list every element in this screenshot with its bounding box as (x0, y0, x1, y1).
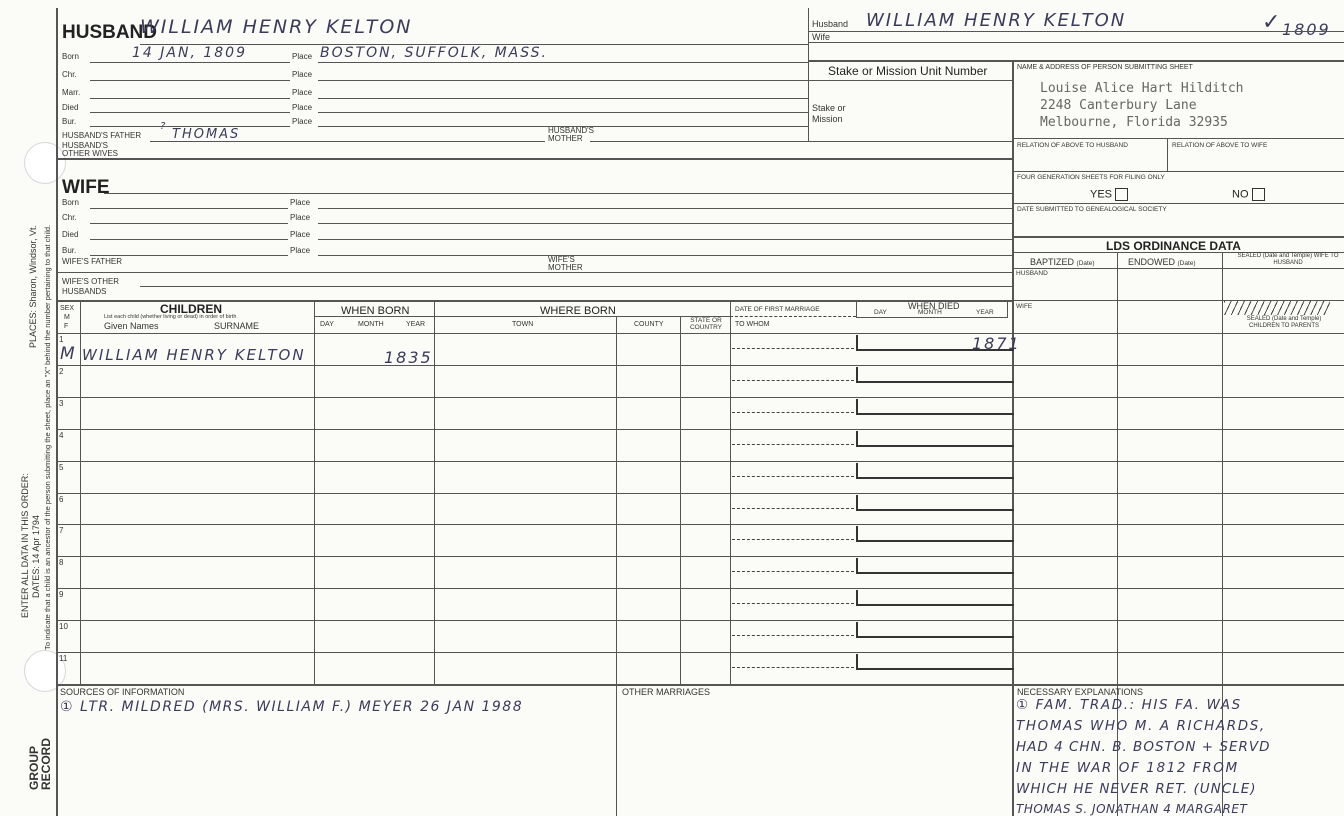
rp-check-mark: ✓ (1262, 10, 1281, 35)
husband-bur-place-label: Place (292, 117, 313, 126)
record-label: RECORD (39, 737, 53, 790)
lds-title: LDS ORDINANCE DATA (1106, 239, 1241, 253)
col-town-label: TOWN (512, 321, 534, 328)
sources-label: SOURCES OF INFORMATION (60, 687, 185, 697)
wife-heading: WIFE (62, 177, 110, 198)
husband-born-place-label: Place (292, 52, 313, 61)
col-state-label: STATE OR COUNTRY (689, 317, 723, 331)
wife-other-husbands-label: WIFE'S OTHER HUSBANDS (62, 277, 120, 296)
child-row-number: 5 (59, 462, 64, 472)
col-died-month-label: MONTH (918, 309, 942, 316)
child-row-number: 7 (59, 526, 64, 536)
child-marriage-date-line (732, 444, 854, 445)
husband-heading: HUSBAND (62, 22, 157, 43)
child-row-line (56, 365, 1012, 366)
rp-year-note: 1809 (1282, 20, 1331, 39)
husband-marr-label: Marr. (62, 88, 81, 97)
wife-born-label: Born (62, 198, 79, 207)
rp-submitter-line-1: Louise Alice Hart Hilditch (1040, 81, 1244, 96)
wife-died-label: Died (62, 230, 79, 239)
children-title: CHILDREN (160, 302, 222, 316)
child-died-bracket (856, 463, 1014, 479)
lds-row-line (1012, 493, 1344, 494)
child-marriage-date-line (732, 348, 854, 349)
child-marriage-date-line (732, 508, 854, 509)
wife-bur-label: Bur. (62, 246, 77, 255)
child-row-line (56, 397, 1012, 398)
rp-husband-name[interactable]: WILLIAM HENRY KELTON (866, 10, 1127, 31)
margin-enter-order-note: ENTER ALL DATA IN THIS ORDER: (20, 473, 30, 618)
child-marriage-date-line (732, 412, 854, 413)
margin-places-note: PLACES: Sharon, Windsor, Vt. (28, 224, 38, 348)
husband-chr-label: Chr. (62, 70, 77, 79)
explanation-line-5[interactable]: WHICH HE NEVER RET. (UNCLE) (1016, 781, 1257, 797)
child-row-number: 1 (59, 335, 64, 344)
wife-born-place-label: Place (290, 198, 311, 207)
lds-row-line (1012, 588, 1344, 589)
col-county-label: COUNTY (634, 321, 664, 328)
child-marriage-date-line (732, 476, 854, 477)
col-surname-label: SURNAME (214, 321, 260, 331)
lds-row-line (1012, 461, 1344, 462)
husband-died-label: Died (62, 103, 79, 112)
husband-chr-place-label: Place (292, 70, 313, 79)
wife-father-label: WIFE'S FATHER (62, 257, 123, 266)
col-born-year-label: YEAR (406, 321, 426, 328)
lds-row-line (1012, 397, 1344, 398)
rp-submitter-label: NAME & ADDRESS OF PERSON SUBMITTING SHEET (1017, 64, 1193, 71)
lds-children-header-line (1012, 333, 1344, 334)
child-died-bracket (856, 431, 1014, 447)
lds-baptized-label: BAPTIZED (Date) (1030, 257, 1095, 267)
child-1-sex[interactable]: M (60, 344, 77, 364)
husband-marr-place-label: Place (292, 88, 313, 97)
child-row-number: 6 (59, 494, 64, 504)
rp-submitter-line-3: Melbourne, Florida 32935 (1040, 115, 1228, 130)
yes-checkbox[interactable] (1115, 188, 1128, 201)
wife-bur-place-label: Place (290, 246, 311, 255)
col-died-day-label: DAY (874, 309, 887, 316)
child-row-line (56, 620, 1012, 621)
group-label: GROUP (27, 745, 41, 790)
child-row-line (56, 429, 1012, 430)
rp-yes-option[interactable] (1090, 188, 1128, 201)
explanation-line-3[interactable]: HAD 4 CHN. B. BOSTON + SERVD (1016, 739, 1271, 755)
child-marriage-date-line (732, 539, 854, 540)
child-1-born-year[interactable]: 1835 (384, 348, 433, 367)
child-died-bracket (856, 399, 1014, 415)
lds-endowed-label: ENDOWED (Date) (1128, 257, 1196, 267)
child-1-died-year[interactable]: 1871 (972, 334, 1021, 353)
child-row-number: 11 (59, 654, 68, 663)
rp-relation-wife-label: RELATION OF ABOVE TO WIFE (1172, 142, 1268, 149)
rp-four-gen-label: FOUR GENERATION SHEETS FOR FILING ONLY (1017, 174, 1165, 181)
child-row-number: 8 (59, 558, 64, 568)
explanation-line-4[interactable]: IN THE WAR OF 1812 FROM (1016, 760, 1239, 776)
lds-husband-label: HUSBAND (1016, 270, 1048, 277)
group-record-title (28, 738, 52, 790)
other-marriages-label: OTHER MARRIAGES (622, 687, 711, 697)
col-f-label: F (64, 323, 69, 330)
rp-yes-label: YES (1090, 188, 1113, 201)
child-marriage-date-line (732, 603, 854, 604)
lds-row-line (1012, 556, 1344, 557)
husband-father-name[interactable]: THOMAS (172, 127, 241, 142)
child-died-bracket (856, 622, 1014, 638)
husband-mother-label: HUSBAND'S MOTHER (548, 126, 594, 143)
child-row-line (56, 652, 1012, 653)
col-born-day-label: DAY (320, 321, 334, 328)
col-when-died-label: WHEN DIED (908, 301, 960, 311)
rp-submitter-line-2: 2248 Canterbury Lane (1040, 98, 1197, 113)
child-row-line (56, 588, 1012, 589)
rp-date-submitted-label: DATE SUBMITTED TO GENEALOGICAL SOCIETY (1017, 206, 1167, 213)
husband-born-date[interactable]: 14 JAN, 1809 (132, 45, 247, 61)
col-m-label: M (64, 314, 70, 321)
child-row-line (56, 461, 1012, 462)
child-died-bracket (856, 526, 1014, 542)
husband-name[interactable]: WILLIAM HENRY KELTON (140, 16, 413, 38)
child-marriage-date-line (732, 667, 854, 668)
child-marriage-date-line (732, 635, 854, 636)
lds-row-line (1012, 429, 1344, 430)
wife-chr-place-label: Place (290, 213, 311, 222)
child-row-line (56, 493, 1012, 494)
child-row-line (56, 556, 1012, 557)
child-row-number: 10 (59, 622, 68, 632)
children-subtitle: List each child (whether living or dead) in order of birth (104, 314, 237, 320)
husband-right-divider (808, 8, 809, 142)
col-where-born-label: WHERE BORN (540, 305, 616, 317)
rp-husband-label: Husband (812, 19, 849, 29)
rp-no-label: NO (1232, 188, 1249, 201)
child-died-bracket (856, 367, 1014, 383)
col-died-year-label: YEAR (976, 309, 994, 316)
lds-sealed-hatch (1224, 301, 1330, 315)
child-row-number: 3 (59, 398, 64, 408)
rp-stake-label: Stake or Mission (812, 103, 846, 124)
child-row-line (56, 524, 1012, 525)
rp-no-option[interactable] (1232, 188, 1265, 201)
husband-other-wives-label: HUSBAND'S OTHER WIVES (62, 141, 119, 158)
col-born-month-label: MONTH (358, 321, 384, 328)
lds-sealed-wife-label: SEALED (Date and Temple) WIFE TO HUSBAND (1237, 253, 1339, 266)
child-died-bracket (856, 590, 1014, 606)
child-died-bracket (856, 558, 1014, 574)
explanation-line-6[interactable]: THOMAS S. JONATHAN 4 MARGARET (1016, 802, 1248, 816)
col-sex-label: SEX (60, 305, 75, 312)
sources-text[interactable]: ① LTR. MILDRED (MRS. WILLIAM F.) MEYER 26 JAN 1988 (60, 699, 524, 715)
child-died-bracket (856, 654, 1014, 670)
explanation-line-2[interactable]: THOMAS WHO M. A RICHARDS, (1016, 718, 1266, 734)
husband-born-label: Born (62, 52, 79, 61)
binder-hole-top (24, 142, 66, 184)
child-died-bracket (856, 495, 1014, 511)
rp-stake-unit-label: Stake or Mission Unit Number (828, 64, 988, 78)
husband-father-mark: ? (160, 121, 166, 132)
lds-row-line (1012, 652, 1344, 653)
margin-dates-note: DATES: 14 Apr 1794 (31, 515, 41, 598)
lds-row-line (1012, 620, 1344, 621)
wife-mother-label: WIFE'S MOTHER (548, 255, 583, 272)
col-given-names-label: Given Names (104, 321, 159, 331)
husband-born-place[interactable]: BOSTON, SUFFOLK, MASS. (320, 45, 548, 61)
col-when-born-label: WHEN BORN (341, 305, 410, 317)
no-checkbox[interactable] (1252, 188, 1265, 201)
wife-chr-label: Chr. (62, 213, 77, 222)
explanation-line-1[interactable]: ① FAM. TRAD.: HIS FA. WAS (1016, 697, 1242, 713)
margin-indicate-note: To indicate that a child is an ancestor of the person submitting the sheet, place an "X" behind the number pertaining to that child. (43, 224, 52, 650)
wife-died-place-label: Place (290, 230, 311, 239)
rp-relation-husband-label: RELATION OF ABOVE TO HUSBAND (1017, 142, 1128, 149)
child-row-number: 2 (59, 366, 64, 376)
child-marriage-date-line (732, 571, 854, 572)
lds-sealed-children-label: SEALED (Date and Temple) CHILDREN TO PARENTS (1246, 316, 1322, 329)
explanations-label: NECESSARY EXPLANATIONS (1017, 687, 1144, 697)
husband-bur-label: Bur. (62, 117, 77, 126)
child-row-number: 4 (59, 430, 64, 440)
lds-row-line (1012, 365, 1344, 366)
husband-father-label: HUSBAND'S FATHER (62, 131, 142, 140)
rp-wife-label: Wife (812, 32, 830, 42)
child-marriage-date-line (732, 380, 854, 381)
child-1-name[interactable]: WILLIAM HENRY KELTON (82, 346, 306, 364)
husband-died-place-label: Place (292, 103, 313, 112)
child-row-number: 9 (59, 590, 64, 600)
lds-wife-label: WIFE (1016, 303, 1033, 310)
col-first-marriage-label: DATE OF FIRST MARRIAGE (735, 306, 820, 313)
form-left-border (56, 8, 58, 816)
lds-row-line (1012, 524, 1344, 525)
col-to-whom-label: TO WHOM (735, 321, 770, 328)
